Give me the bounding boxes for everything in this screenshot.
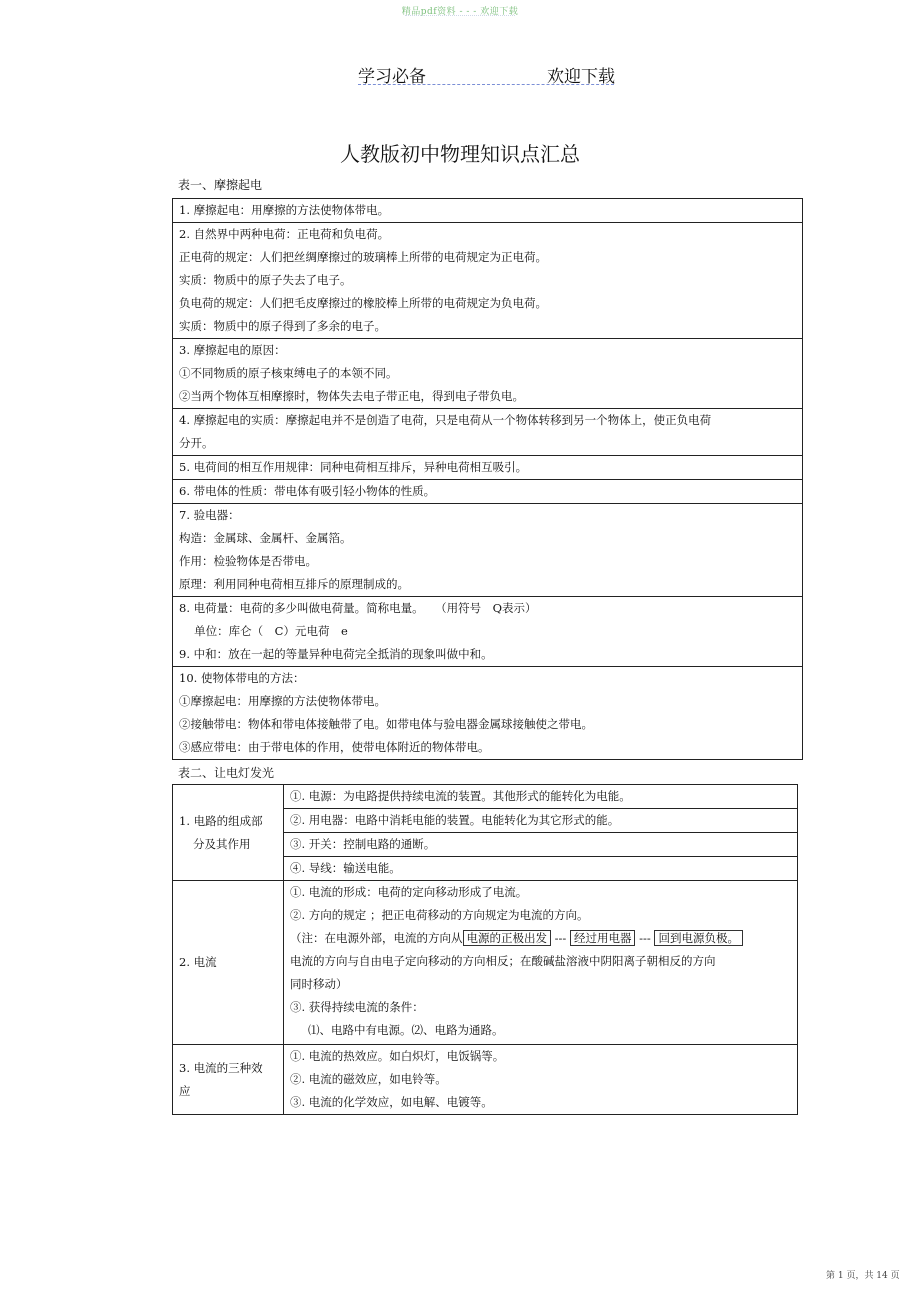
header-underline [358,84,614,85]
table1-line: 3. 摩擦起电的原因： [179,343,286,357]
group1-label-line2: 分及其作用 [193,836,251,851]
group3-label-line2: 应 [179,1083,191,1098]
table1-line: 8. 电荷量：电荷的多少叫做电荷量。简称电量。 （用符号 Q表示） [179,601,537,615]
page-title: 人教版初中物理知识点汇总 [340,142,580,166]
table1-line: 6. 带电体的性质：带电体有吸引轻小物体的性质。 [179,484,436,498]
table1-row [173,456,803,480]
page-footer: 第 1 页，共 14 页 [826,1271,900,1281]
group1-item: ①. 电源：为电路提供持续电流的装置。其他形式的能转化为电能。 [284,785,798,809]
table1-line: 1. 摩擦起电：用摩擦的方法使物体带电。 [179,203,390,217]
header-right: 欢迎下载 [547,67,615,87]
table1-line: 7. 验电器： [179,508,240,522]
table1-row [173,223,803,339]
group3-content [284,1045,798,1115]
table1-line: 分开。 [179,436,214,450]
watermark: 精品pdf资料 - - - 欢迎下载 [401,7,519,17]
table1-row [173,409,803,456]
table1-line: 正电荷的规定：人们把丝绸摩擦过的玻璃棒上所带的电荷规定为正电荷。 [179,250,547,264]
table-light-bulb [172,784,798,1115]
table1-line: 负电荷的规定：人们把毛皮摩擦过的橡胶棒上所带的电荷规定为负电荷。 [179,296,547,310]
table1-line: 单位：库仑（ C）元电荷 e [179,624,348,638]
current-direction-note: （注：在电源外部，电流的方向从 电源的正极出发 --- 经过用电器 --- 回到电源负极。 [290,927,791,950]
table-friction-electricity [172,198,803,760]
group1-item: ③. 开关：控制电路的通断。 [284,833,798,857]
effect-item: ①. 电流的热效应。如白炽灯，电饭锅等。 [290,1049,505,1063]
group1-item: ④. 导线：输送电能。 [284,857,798,881]
group2-content [284,881,798,1045]
table1-row [173,504,803,597]
note-box-negative: 回到电源负极。 [654,930,743,946]
current-note-line2: 电流的方向与自由电子定向移动的方向相反；在酸碱盐溶液中阴阳离子朝相反的方向 [290,954,716,968]
table1-row [173,339,803,409]
note-box-positive: 电源的正极出发 [463,930,552,946]
table1-row [173,597,803,667]
group3-label-line1: 3. 电流的三种效 [179,1060,263,1075]
group3-label-cell [173,1045,284,1115]
group1-label-cell [173,785,284,881]
continuous-current-heading: ③. 获得持续电流的条件： [290,1000,424,1014]
current-direction-rule: ②. 方向的规定 ；把正电荷移动的方向规定为电流的方向。 [290,908,589,922]
group2-label: 2. 电流 [179,955,217,969]
table1-line: ①不同物质的原子核束缚电子的本领不同。 [179,366,398,380]
table1-line: 作用：检验物体是否带电。 [179,554,317,568]
note-box-appliance: 经过用电器 [570,930,636,946]
group1-label-line1: 1. 电路的组成部 [179,813,263,828]
table1-row [173,480,803,504]
effect-item: ②. 电流的磁效应，如电铃等。 [290,1072,447,1086]
current-note-line3: 同时移动） [290,977,348,991]
table1-line: 2. 自然界中两种电荷：正电荷和负电荷。 [179,227,390,241]
group2-label-cell [173,881,284,1045]
table1-line: 4. 摩擦起电的实质：摩擦起电并不是创造了电荷，只是电荷从一个物体转移到另一个物体上，使正负电荷 [179,413,712,427]
table1-line: 构造：金属球、金属杆、金属箔。 [179,531,352,545]
table1-line: 10. 使物体带电的方法： [179,671,305,685]
table2-caption: 表二、让电灯发光 [178,766,275,780]
table1-line: 原理：利用同种电荷相互排斥的原理制成的。 [179,577,409,591]
watermark-dots [405,15,515,16]
table1-line: ②当两个物体互相摩擦时，物体失去电子带正电，得到电子带负电。 [179,389,524,403]
table1-line: ②接触带电：物体和带电体接触带了电。如带电体与验电器金属球接触使之带电。 [179,717,593,731]
table1-line: ③感应带电：由于带电体的作用，使带电体附近的物体带电。 [179,740,490,754]
table1-line: 9. 中和：放在一起的等量异种电荷完全抵消的现象叫做中和。 [179,647,493,661]
header-left: 学习必备 [358,67,426,87]
group1-item: ②. 用电器：电路中消耗电能的装置。电能转化为其它形式的能。 [284,809,798,833]
current-formation: ①. 电流的形成：电荷的定向移动形成了电流。 [290,885,528,899]
continuous-current-conditions: ⑴、电路中有电源。⑵、电路为通路。 [308,1023,504,1037]
table1-row [173,199,803,223]
table1-caption: 表一、摩擦起电 [178,178,263,192]
table1-row [173,667,803,760]
table1-line: 实质：物质中的原子得到了多余的电子。 [179,319,386,333]
table1-line: 5. 电荷间的相互作用规律：同种电荷相互排斥，异种电荷相互吸引。 [179,460,528,474]
table1-line: ①摩擦起电：用摩擦的方法使物体带电。 [179,694,386,708]
table1-line: 实质：物质中的原子失去了电子。 [179,273,352,287]
effect-item: ③. 电流的化学效应，如电解、电镀等。 [290,1095,493,1109]
